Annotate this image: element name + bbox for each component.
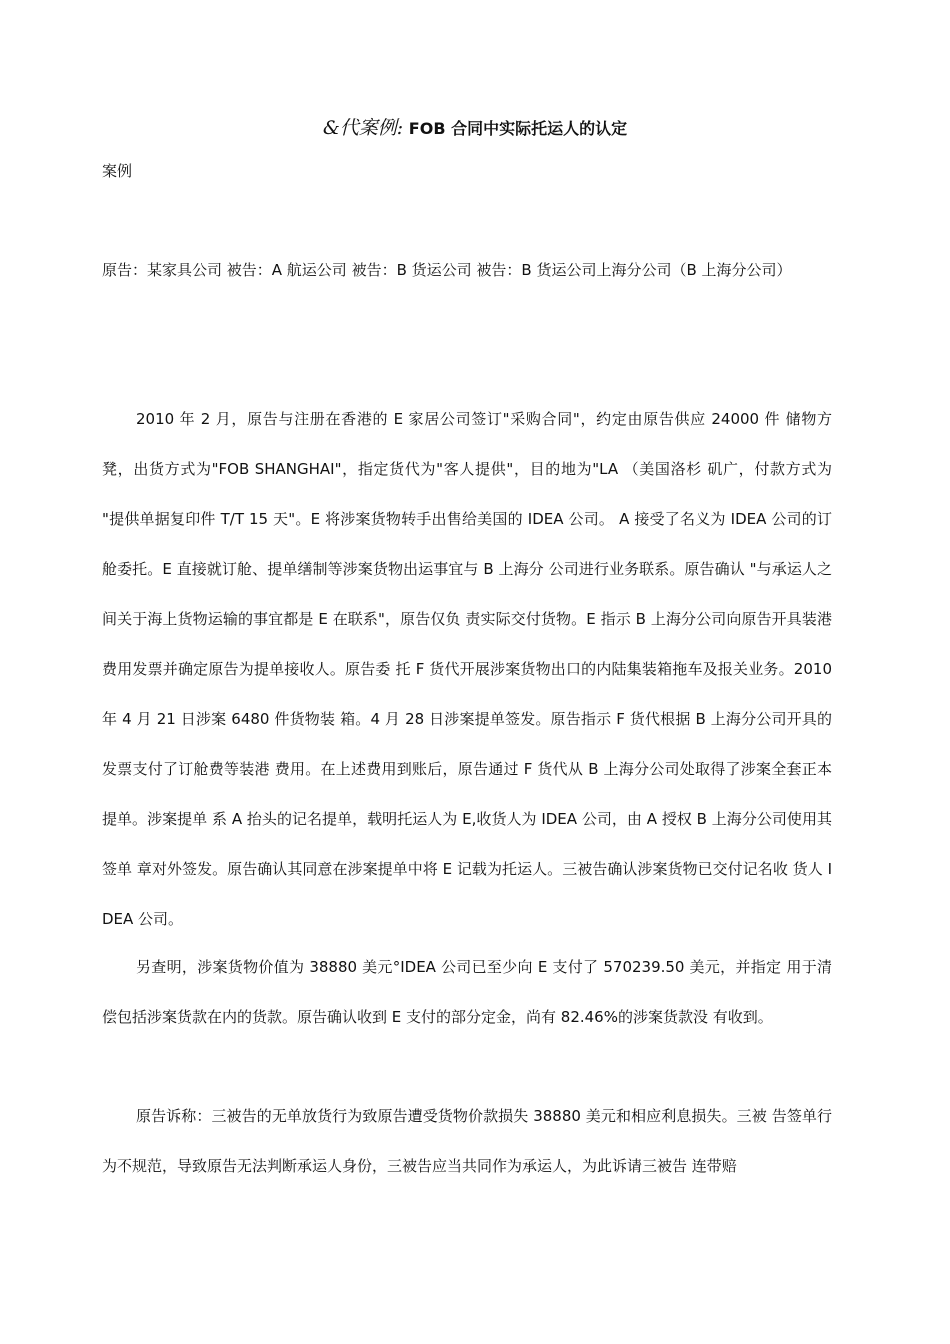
parties-paragraph: 原告：某家具公司 被告：A 航运公司 被告：B 货运公司 被告：B 货运公司上海分公司（B 上海分公司） <box>102 261 792 279</box>
further-findings-paragraph: 另查明，涉案货物价值为 38880 美元°IDEA 公司已至少向 E 支付了 570239.50 美元，并指定 用于清偿包括涉案货款在内的货款。原告确认收到 E 支付的部分定金，尚有 82.46%的涉案货款没 有收到。 <box>102 958 832 1026</box>
facts-paragraph: 2010 年 2 月，原告与注册在香港的 E 家居公司签订"采购合同"，约定由原告供应 24000 件 储物方凳，出货方式为"FOB SHANGHAI"，指定货代为"客人提供"，目的地为"LA （美国洛杉 矶广，付款方式为 "提供单据复印件 T/T 15 天"。E 将涉案货物转手出售给美国的 IDEA 公司。 A 接受了名义为 IDEA 公司的订舱委托。E 直接就订舱、提单缮制等涉案货物出运事宜与 B 上海分 公司进行业务联系。原告确认 "与承运人之间关于海上货物运输的事宜都是 E 在联系"，原告仅负 责实际交付货物。E 指示 B 上海分公司向原告开具装港费用发票并确定原告为提单接收人。原告委 托 F 货代开展涉案货物出口的内陆集装箱拖车及报关业务。2010 年 4 月 21 日涉案 6480 件货物装 箱。4 月 28 日涉案提单签发。原告指示 F 货代根据 B 上海分公司开具的发票支付了订舱费等装港 费用。在上述费用到账后，原告通过 F 货代从 B 上海分公司处取得了涉案全套正本提单。涉案提单 系 A 抬头的记名提单，载明托运人为 E,收货人为 IDEA 公司，由 A 授权 B 上海分公司使用其签单 章对外签发。原告确认其同意在涉案提单中将 E 记载为托运人。三被告确认涉案货物已交付记名收 货人 IDEA 公司。 <box>102 410 832 928</box>
document-title <box>0 113 950 140</box>
plaintiff-claim-paragraph: 原告诉称：三被告的无单放货行为致原告遭受货物价款损失 38880 美元和相应利息损失。三被 告签单行为不规范，导致原告无法判断承运人身份，三被告应当共同作为承运人，为此诉请三被告 连带赔 <box>102 1107 832 1175</box>
title-main: FOB 合同中实际托运人的认定 <box>403 119 628 138</box>
section-label: 案例 <box>102 162 133 180</box>
title-lead: &代案例: <box>322 117 404 139</box>
